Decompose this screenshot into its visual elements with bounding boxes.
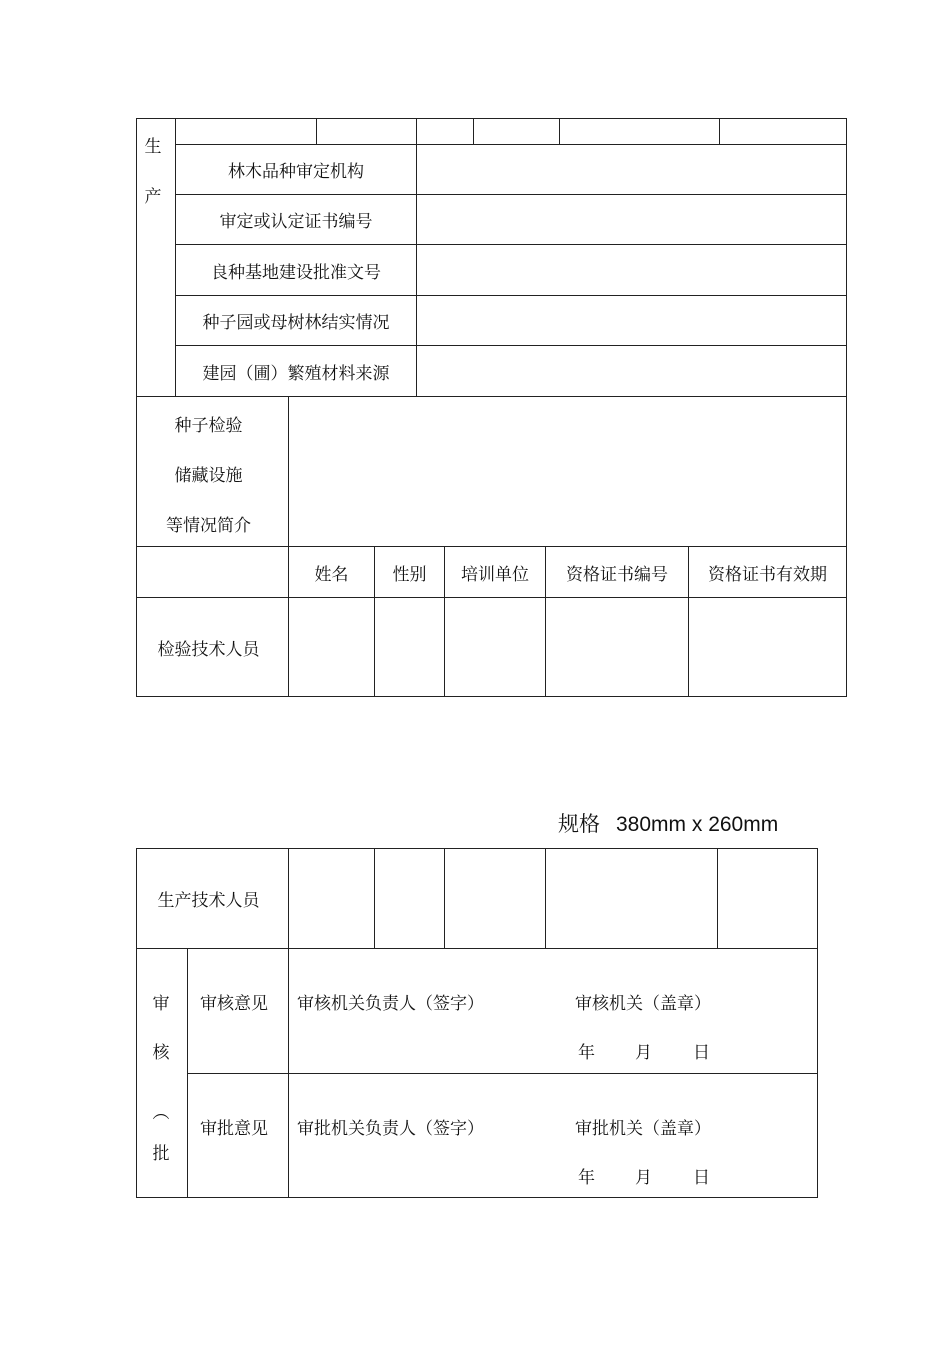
table-line [288, 848, 289, 1198]
approval-year: 年 [578, 1167, 595, 1188]
table-line [136, 696, 847, 697]
value-seed-intro[interactable] [289, 397, 846, 546]
side-char-bracket: ︵ [152, 1102, 170, 1123]
label-situation-intro: 等情况简介 [166, 515, 251, 536]
side-char-he: 核 [152, 1042, 170, 1063]
table-line [559, 118, 560, 144]
approval-day: 日 [693, 1167, 710, 1188]
review-day: 日 [693, 1042, 710, 1063]
header-training-unit: 培训单位 [461, 564, 529, 585]
table-line [187, 1073, 818, 1074]
value-propagation-source[interactable] [417, 346, 846, 396]
side-char-pi: 批 [152, 1143, 170, 1164]
table-line [717, 848, 718, 948]
spec-label: 规格 [558, 812, 600, 836]
approval-signer: 审批机关负责人（签字） [297, 1118, 484, 1139]
approval-month: 月 [635, 1167, 652, 1188]
header-name: 姓名 [314, 564, 349, 585]
spec-line [558, 808, 778, 838]
table-line [136, 1197, 818, 1198]
label-certificate-number: 审定或认定证书编号 [219, 212, 373, 232]
approval-seal: 审批机关（盖章） [575, 1118, 711, 1139]
table-line [316, 118, 317, 144]
table-line [136, 948, 818, 949]
label-seed-inspection: 种子检验 [174, 415, 243, 436]
label-review-opinion: 审核意见 [200, 993, 268, 1014]
table-line [444, 848, 445, 948]
label-production-staff: 生产技术人员 [157, 891, 260, 911]
spec-size: 380mm x 260mm [616, 813, 779, 836]
table-line [374, 848, 375, 948]
label-seed-orchard-fruiting: 种子园或母树林结实情况 [202, 313, 390, 333]
label-approval-opinion: 审批意见 [200, 1118, 268, 1139]
table-line [136, 118, 847, 119]
review-seal: 审核机关（盖章） [575, 993, 711, 1014]
table-line [719, 118, 720, 144]
review-month: 月 [635, 1042, 652, 1063]
table-line [846, 118, 847, 697]
header-certificate-validity: 资格证书有效期 [708, 564, 827, 585]
value-base-approval-number[interactable] [417, 245, 846, 295]
review-year: 年 [578, 1042, 595, 1063]
label-variety-authority: 林木品种审定机构 [228, 162, 364, 182]
label-inspection-staff: 检验技术人员 [157, 639, 260, 660]
table-line [473, 118, 474, 144]
table-line [817, 848, 818, 1198]
table-line [187, 948, 188, 1198]
label-storage-facilities: 储藏设施 [174, 465, 243, 486]
label-base-approval-number: 良种基地建设批准文号 [211, 262, 381, 283]
review-signer: 审核机关负责人（签字） [297, 993, 484, 1014]
section-char-chan: 产 [144, 186, 162, 207]
label-propagation-source: 建园（圃）繁殖材料来源 [202, 363, 390, 384]
value-variety-authority[interactable] [417, 145, 846, 194]
table-line [545, 848, 546, 948]
side-char-shen: 审 [152, 993, 170, 1014]
header-certificate-number: 资格证书编号 [566, 564, 668, 585]
header-gender: 性别 [392, 564, 427, 585]
section-char-sheng: 生 [144, 136, 162, 157]
value-seed-orchard-fruiting[interactable] [417, 296, 846, 345]
value-certificate-number[interactable] [417, 195, 846, 244]
